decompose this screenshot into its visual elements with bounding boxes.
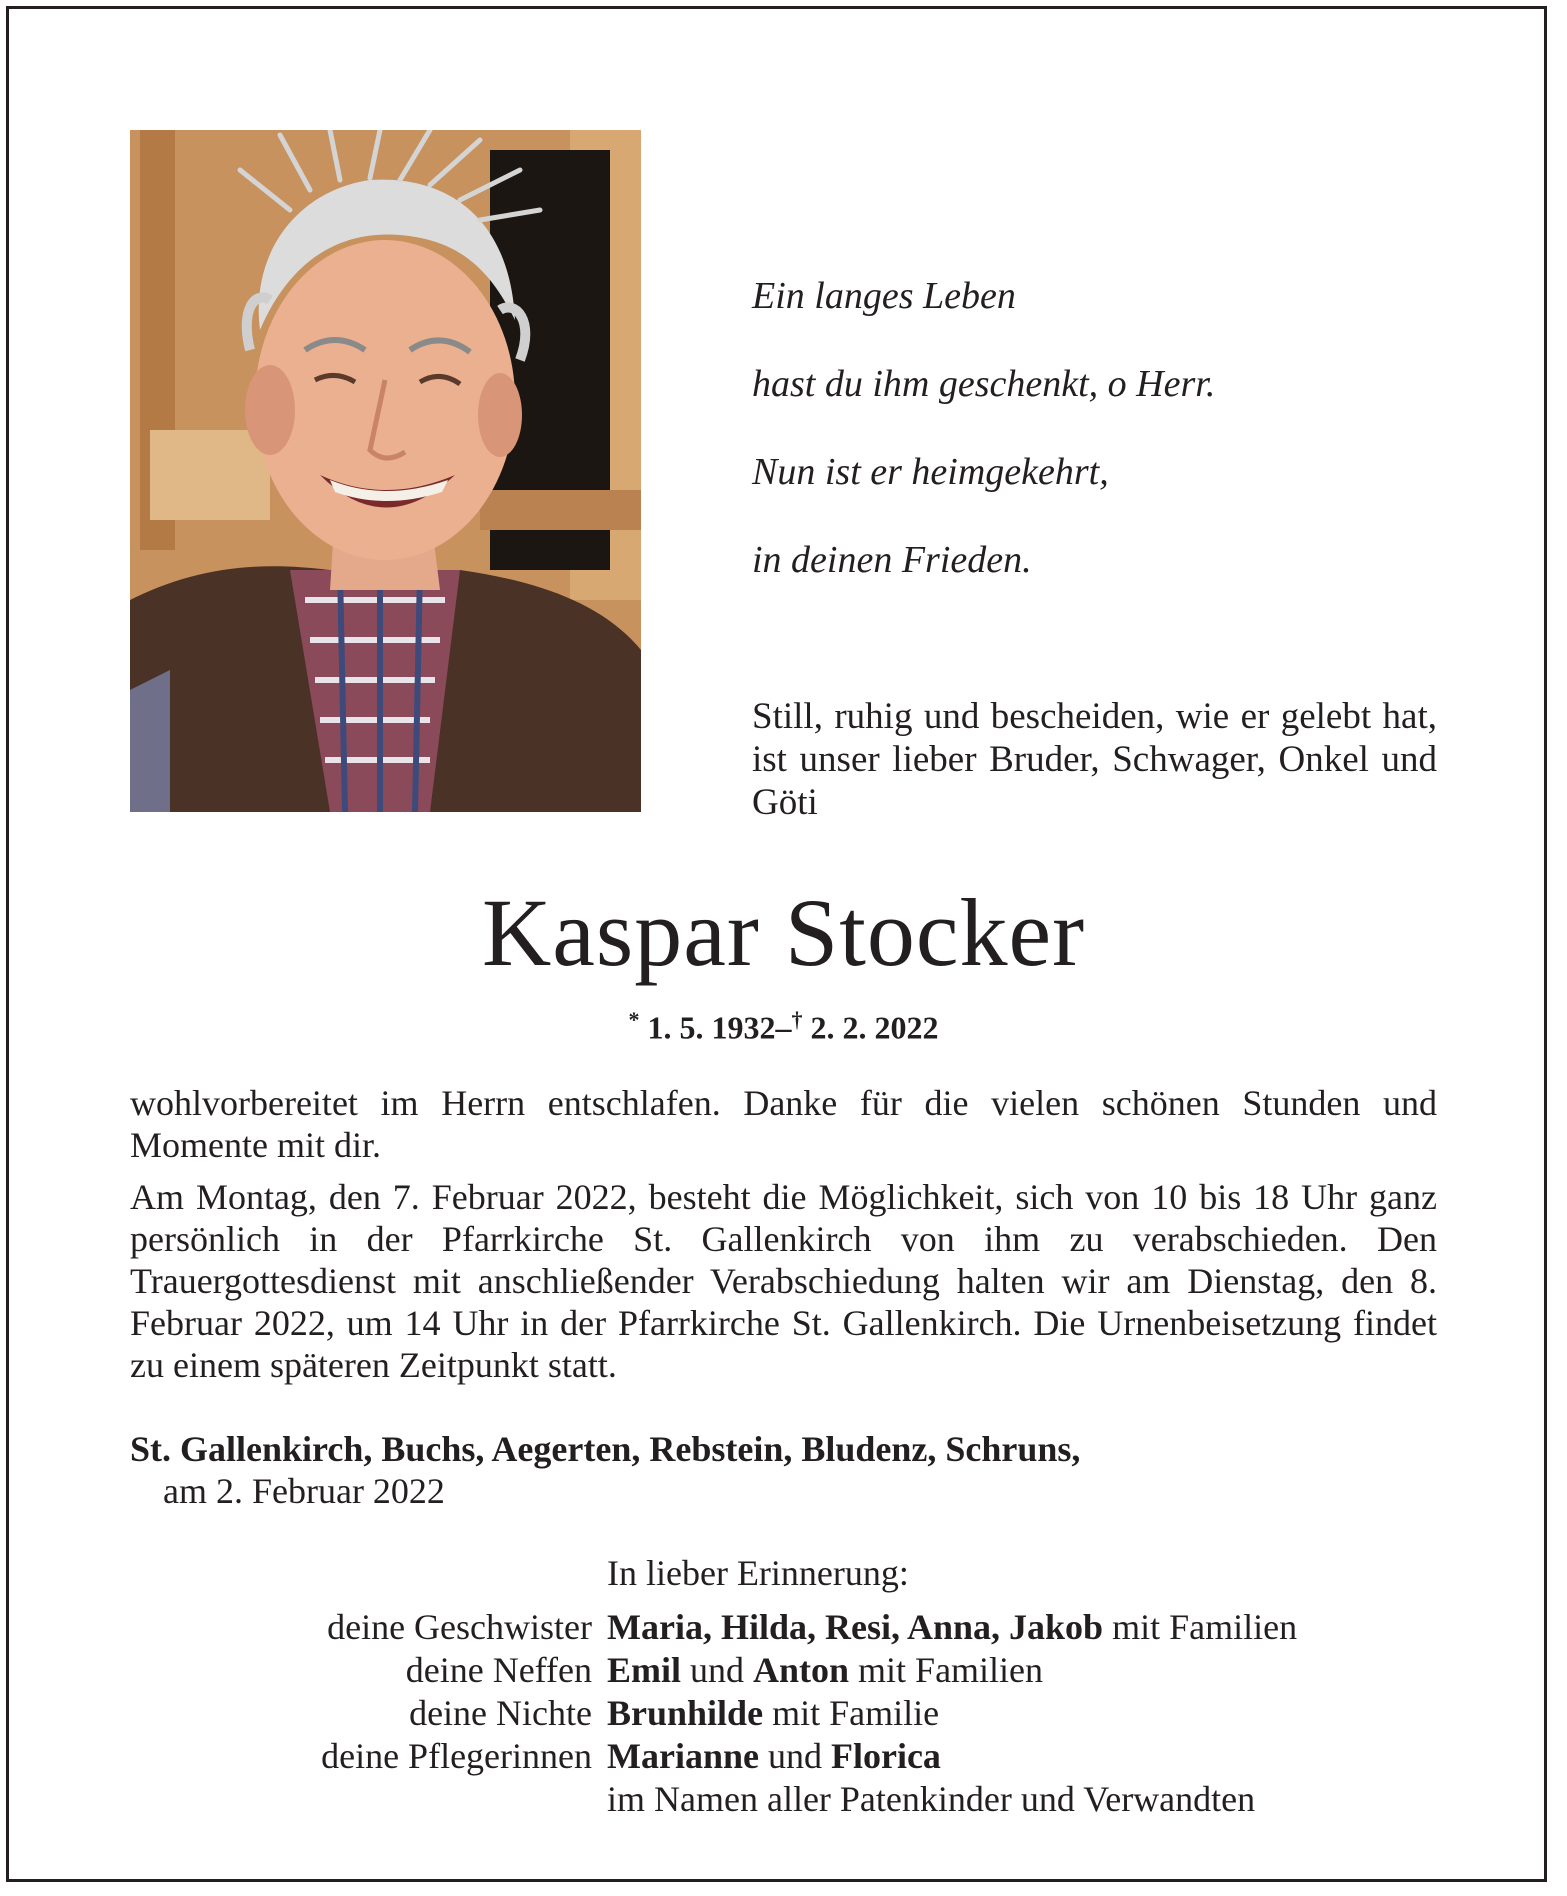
intro-text: Still, ruhig und bescheiden, wie er gelebt hat, ist unser lieber Bruder, Schwager, Onkel und Göti: [752, 696, 1437, 823]
memory-label: In lieber Erinnerung:: [607, 1553, 909, 1593]
announcement-date: am 2. Februar 2022: [163, 1471, 445, 1511]
mourner-connector: mit Familien: [849, 1650, 1044, 1690]
mourners-list: [130, 1606, 1297, 1821]
birth-date: 1. 5. 1932: [647, 1009, 776, 1046]
mourner-name: Maria, Hilda, Resi, Anna, Jakob: [607, 1607, 1104, 1647]
verse-line: Nun ist er heimgekehrt,: [752, 451, 1109, 493]
mourner-names: [607, 1649, 1043, 1692]
mourner-name: Anton: [753, 1650, 850, 1690]
mourner-name: Florica: [830, 1736, 941, 1776]
service-details-paragraph: Am Montag, den 7. Februar 2022, besteht die Möglichkeit, sich von 10 bis 18 Uhr ganz persönlich in der Pfarrkirche St. Gallenkirch von ihm zu verabschieden. Den Trauergottesdienst mit anschließender Verabschiedung halten wir am Dienstag, den 8. Februar 2022, um 14 Uhr in der Pfarrkirche St. Gallenkirch. Die Urnenbeisetzung findet zu einem späteren Zeitpunkt statt.: [130, 1177, 1437, 1385]
deceased-name: Kaspar Stocker: [481, 879, 1086, 986]
mourner-name: Marianne: [607, 1736, 759, 1776]
mourner-relation: deine Neffen: [405, 1650, 592, 1690]
mourner-row: [130, 1778, 1297, 1821]
bible-verse: [752, 230, 1215, 626]
farewell-paragraph: wohlvorbereitet im Herrn entschlafen. Danke für die vielen schönen Stunden und Momente mit dir.: [130, 1083, 1437, 1165]
mourner-connector: und: [758, 1736, 831, 1776]
mourner-connector: im Namen aller Patenkinder und Verwandten: [607, 1779, 1256, 1819]
mourner-names: [607, 1778, 1255, 1821]
mourner-row: [130, 1692, 1297, 1735]
mourner-names: [607, 1692, 939, 1735]
mourner-row: [130, 1649, 1297, 1692]
mourner-relation: deine Pflegerinnen: [321, 1736, 592, 1776]
date-separator: –: [775, 1009, 792, 1046]
mourner-relation: deine Nichte: [409, 1693, 592, 1733]
verse-line: hast du ihm geschenkt, o Herr.: [752, 363, 1216, 405]
life-dates: [0, 998, 1567, 1050]
mourner-row: [130, 1606, 1297, 1649]
mourner-relation: [130, 1778, 607, 1821]
mourner-connector: mit Familie: [763, 1693, 940, 1733]
mourner-names: [607, 1606, 1297, 1649]
death-symbol: †: [791, 1007, 803, 1032]
mourner-relation: deine Geschwister: [327, 1607, 592, 1647]
mourner-row: [130, 1735, 1297, 1778]
mourner-name: Emil: [607, 1650, 682, 1690]
mourner-name: Brunhilde: [607, 1693, 764, 1733]
verse-line: in deinen Frieden.: [752, 539, 1032, 581]
mourner-connector: und: [681, 1650, 754, 1690]
death-date: 2. 2. 2022: [810, 1009, 939, 1046]
verse-line: Ein langes Leben: [752, 275, 1016, 317]
portrait-photo: [130, 130, 641, 812]
mourner-names: [607, 1735, 941, 1778]
birth-symbol: *: [628, 1007, 640, 1032]
mourner-places: St. Gallenkirch, Buchs, Aegerten, Rebstein, Bludenz, Schruns,: [130, 1429, 1081, 1469]
mourner-connector: mit Familien: [1103, 1607, 1298, 1647]
